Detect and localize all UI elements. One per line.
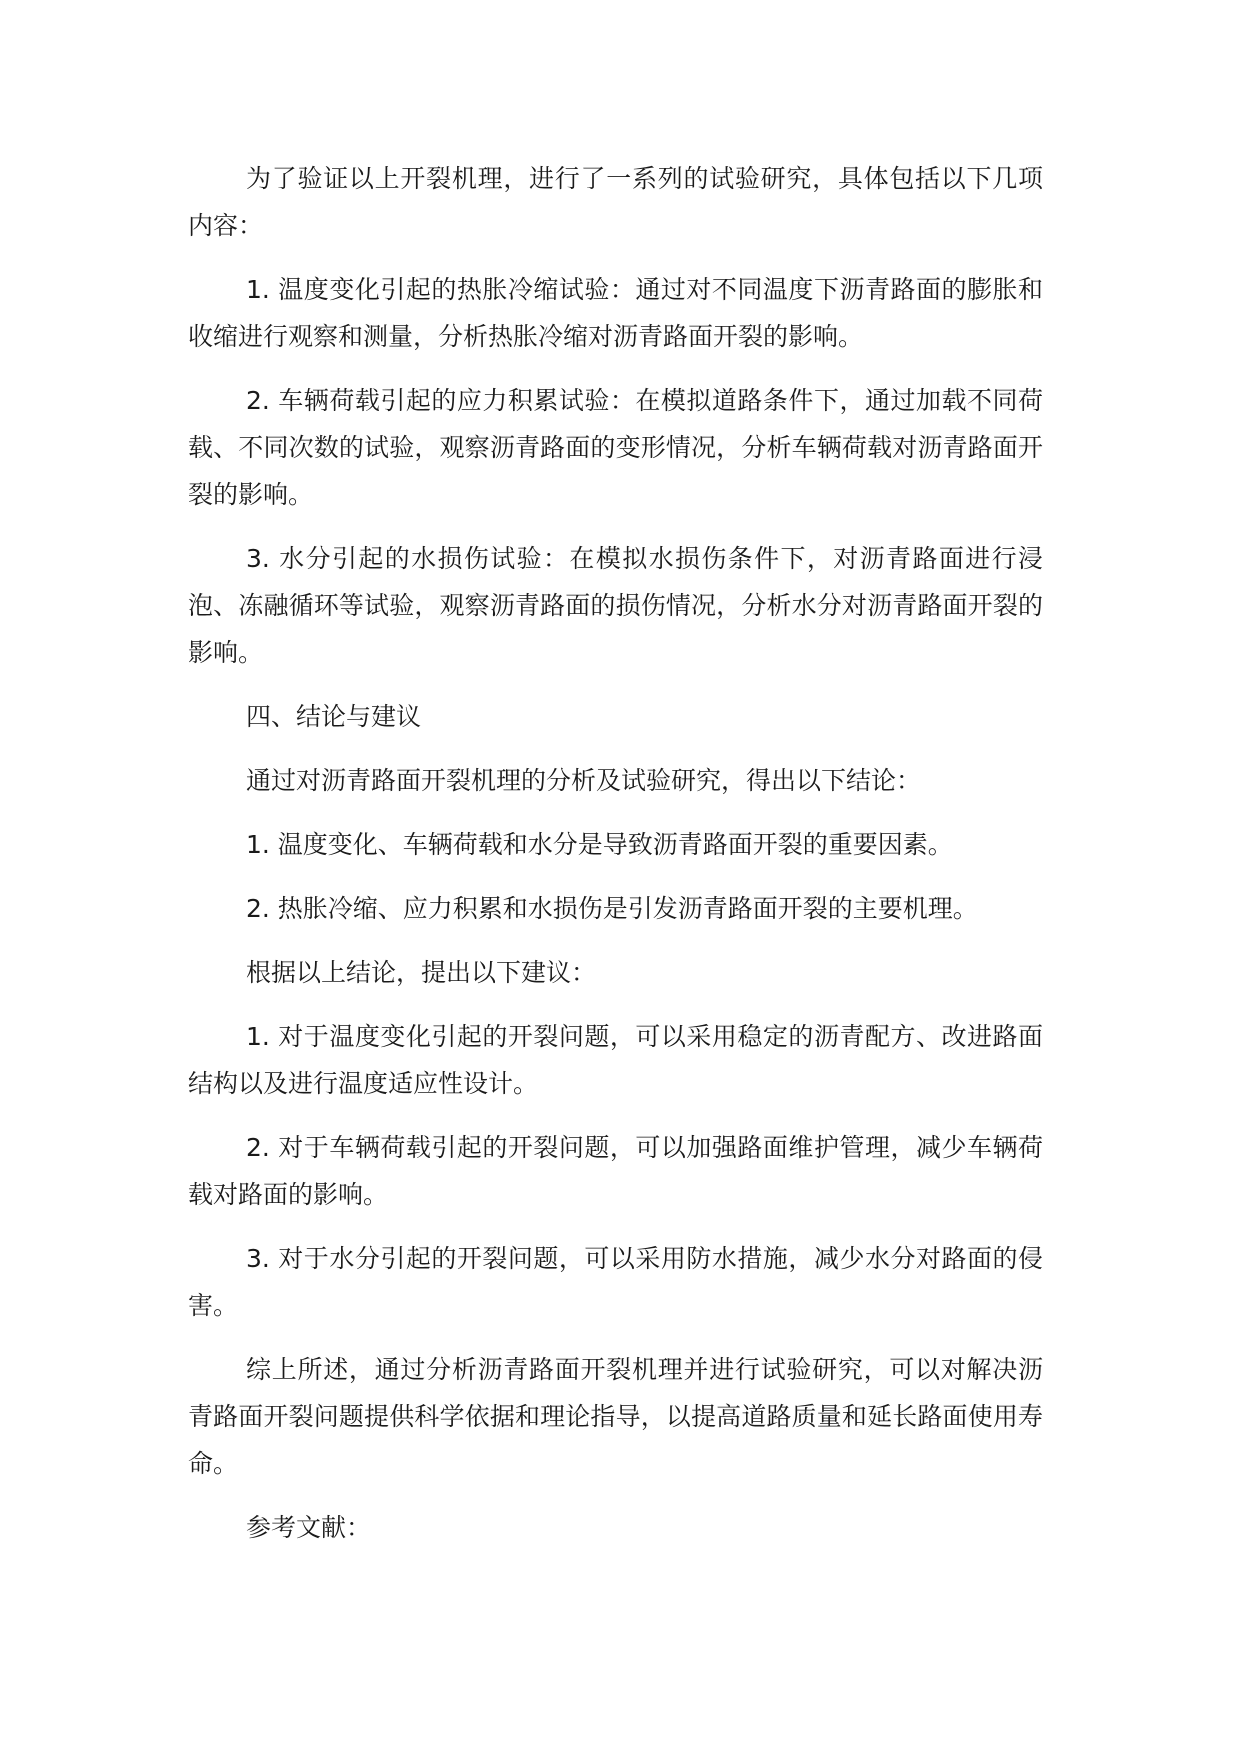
paragraph-suggestion-1: 1. 对于温度变化引起的开裂问题，可以采用稳定的沥青配方、改进路面结构以及进行温度适应性设计。: [188, 1022, 1043, 1098]
paragraph-suggestion-intro: 根据以上结论，提出以下建议：: [246, 958, 597, 987]
document-body: [188, 155, 1043, 1568]
paragraph-conclusion-1: 1. 温度变化、车辆荷载和水分是导致沥青路面开裂的重要因素。: [246, 830, 953, 859]
references-heading: 参考文献：: [246, 1513, 372, 1542]
paragraph-test-thermal: 1. 温度变化引起的热胀冷缩试验：通过对不同温度下沥青路面的膨胀和收缩进行观察和测量，分析热胀冷缩对沥青路面开裂的影响。: [188, 275, 1043, 351]
paragraph-conclusion-intro: 通过对沥青路面开裂机理的分析及试验研究，得出以下结论：: [246, 766, 922, 795]
paragraph-summary: 综上所述，通过分析沥青路面开裂机理并进行试验研究，可以对解决沥青路面开裂问题提供科学依据和理论指导，以提高道路质量和延长路面使用寿命。: [188, 1355, 1043, 1478]
section-heading-conclusions: 四、结论与建议: [246, 702, 422, 731]
paragraph-test-water: 3. 水分引起的水损伤试验：在模拟水损伤条件下，对沥青路面进行浸泡、冻融循环等试验，观察沥青路面的损伤情况，分析水分对沥青路面开裂的影响。: [188, 544, 1043, 667]
paragraph-suggestion-3: 3. 对于水分引起的开裂问题，可以采用防水措施，减少水分对路面的侵害。: [188, 1244, 1043, 1320]
paragraph-conclusion-2: 2. 热胀冷缩、应力积累和水损伤是引发沥青路面开裂的主要机理。: [246, 894, 978, 923]
paragraph-test-intro: 为了验证以上开裂机理，进行了一系列的试验研究，具体包括以下几项内容：: [188, 164, 1043, 240]
paragraph-test-load: 2. 车辆荷载引起的应力积累试验：在模拟道路条件下，通过加载不同荷载、不同次数的试验，观察沥青路面的变形情况，分析车辆荷载对沥青路面开裂的影响。: [188, 386, 1043, 509]
paragraph-suggestion-2: 2. 对于车辆荷载引起的开裂问题，可以加强路面维护管理，减少车辆荷载对路面的影响。: [188, 1133, 1043, 1209]
